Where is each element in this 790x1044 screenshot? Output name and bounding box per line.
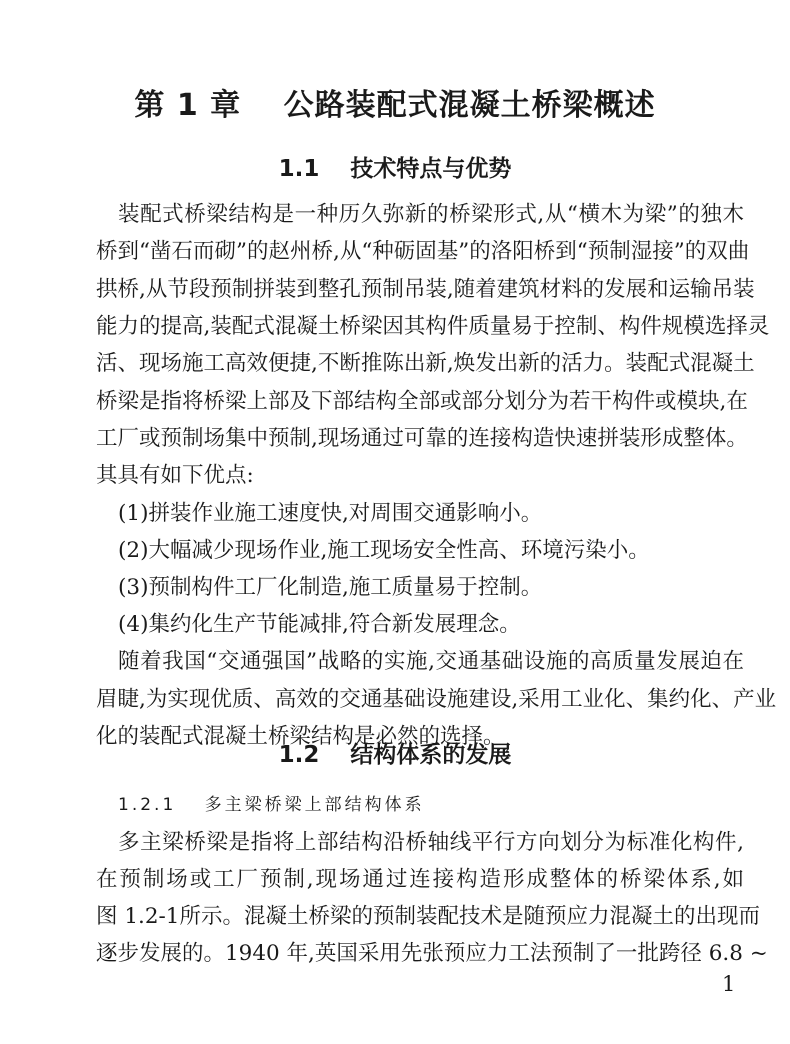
subsection-heading-1-2-1: 1.2.1 多主梁桥梁上部结构体系	[118, 795, 425, 815]
paragraph-line: 工厂或预制场集中预制,现场通过可靠的连接构造快速拼装形成整体。	[96, 426, 748, 451]
paragraph-line: 化的装配式混凝土桥梁结构是必然的选择。	[96, 724, 505, 749]
advantage-item: (1)拼装作业施工速度快,对周围交通影响小。	[118, 501, 543, 526]
paragraph-line: 桥梁是指将桥梁上部及下部结构全部或部分划分为若干构件或模块,在	[96, 389, 748, 414]
chapter-title: 第 1 章 公路装配式混凝土桥梁概述	[134, 88, 656, 123]
paragraph-line: 随着我国“交通强国”战略的实施,交通基础设施的高质量发展迫在	[118, 649, 744, 674]
advantage-item: (4)集约化生产节能减排,符合新发展理念。	[118, 612, 521, 637]
paragraph-line: 多主梁桥梁是指将上部结构沿桥轴线平行方向划分为标准化构件,	[118, 830, 744, 855]
paragraph-line: 其具有如下优点:	[96, 463, 254, 488]
section-heading-1-2: 1.2 结构体系的发展	[278, 742, 512, 768]
paragraph-line: 逐步发展的。1940 年,英国采用先张预应力工法预制了一批跨径 6.8 ~	[96, 941, 768, 966]
paragraph-line: 桥到“凿石而砌”的赵州桥,从“种砺固基”的洛阳桥到“预制湿接”的双曲	[96, 239, 750, 264]
advantage-item: (2)大幅减少现场作业,施工现场安全性高、环境污染小。	[118, 538, 650, 563]
paragraph-line: 拱桥,从节段预制拼装到整孔预制吊装,随着建筑材料的发展和运输吊装	[96, 277, 755, 302]
paragraph-line: 在预制场或工厂预制,现场通过连接构造形成整体的桥梁体系,如	[96, 867, 744, 892]
paragraph-line: 活、现场施工高效便捷,不断推陈出新,焕发出新的活力。装配式混凝土	[96, 351, 755, 376]
paragraph-line: 眉睫,为实现优质、高效的交通基础设施建设,采用工业化、集约化、产业	[96, 687, 777, 712]
section-heading-1-1: 1.1 技术特点与优势	[278, 156, 512, 182]
paragraph-line: 图 1.2-1所示。混凝土桥梁的预制装配技术是随预应力混凝土的出现而	[96, 904, 760, 929]
paragraph-line: 能力的提高,装配式混凝土桥梁因其构件质量易于控制、构件规模选择灵	[96, 314, 770, 339]
advantage-item: (3)预制构件工厂化制造,施工质量易于控制。	[118, 575, 543, 600]
paragraph-line: 装配式桥梁结构是一种历久弥新的桥梁形式,从“横木为梁”的独木	[118, 202, 744, 227]
page-number: 1	[722, 972, 736, 996]
